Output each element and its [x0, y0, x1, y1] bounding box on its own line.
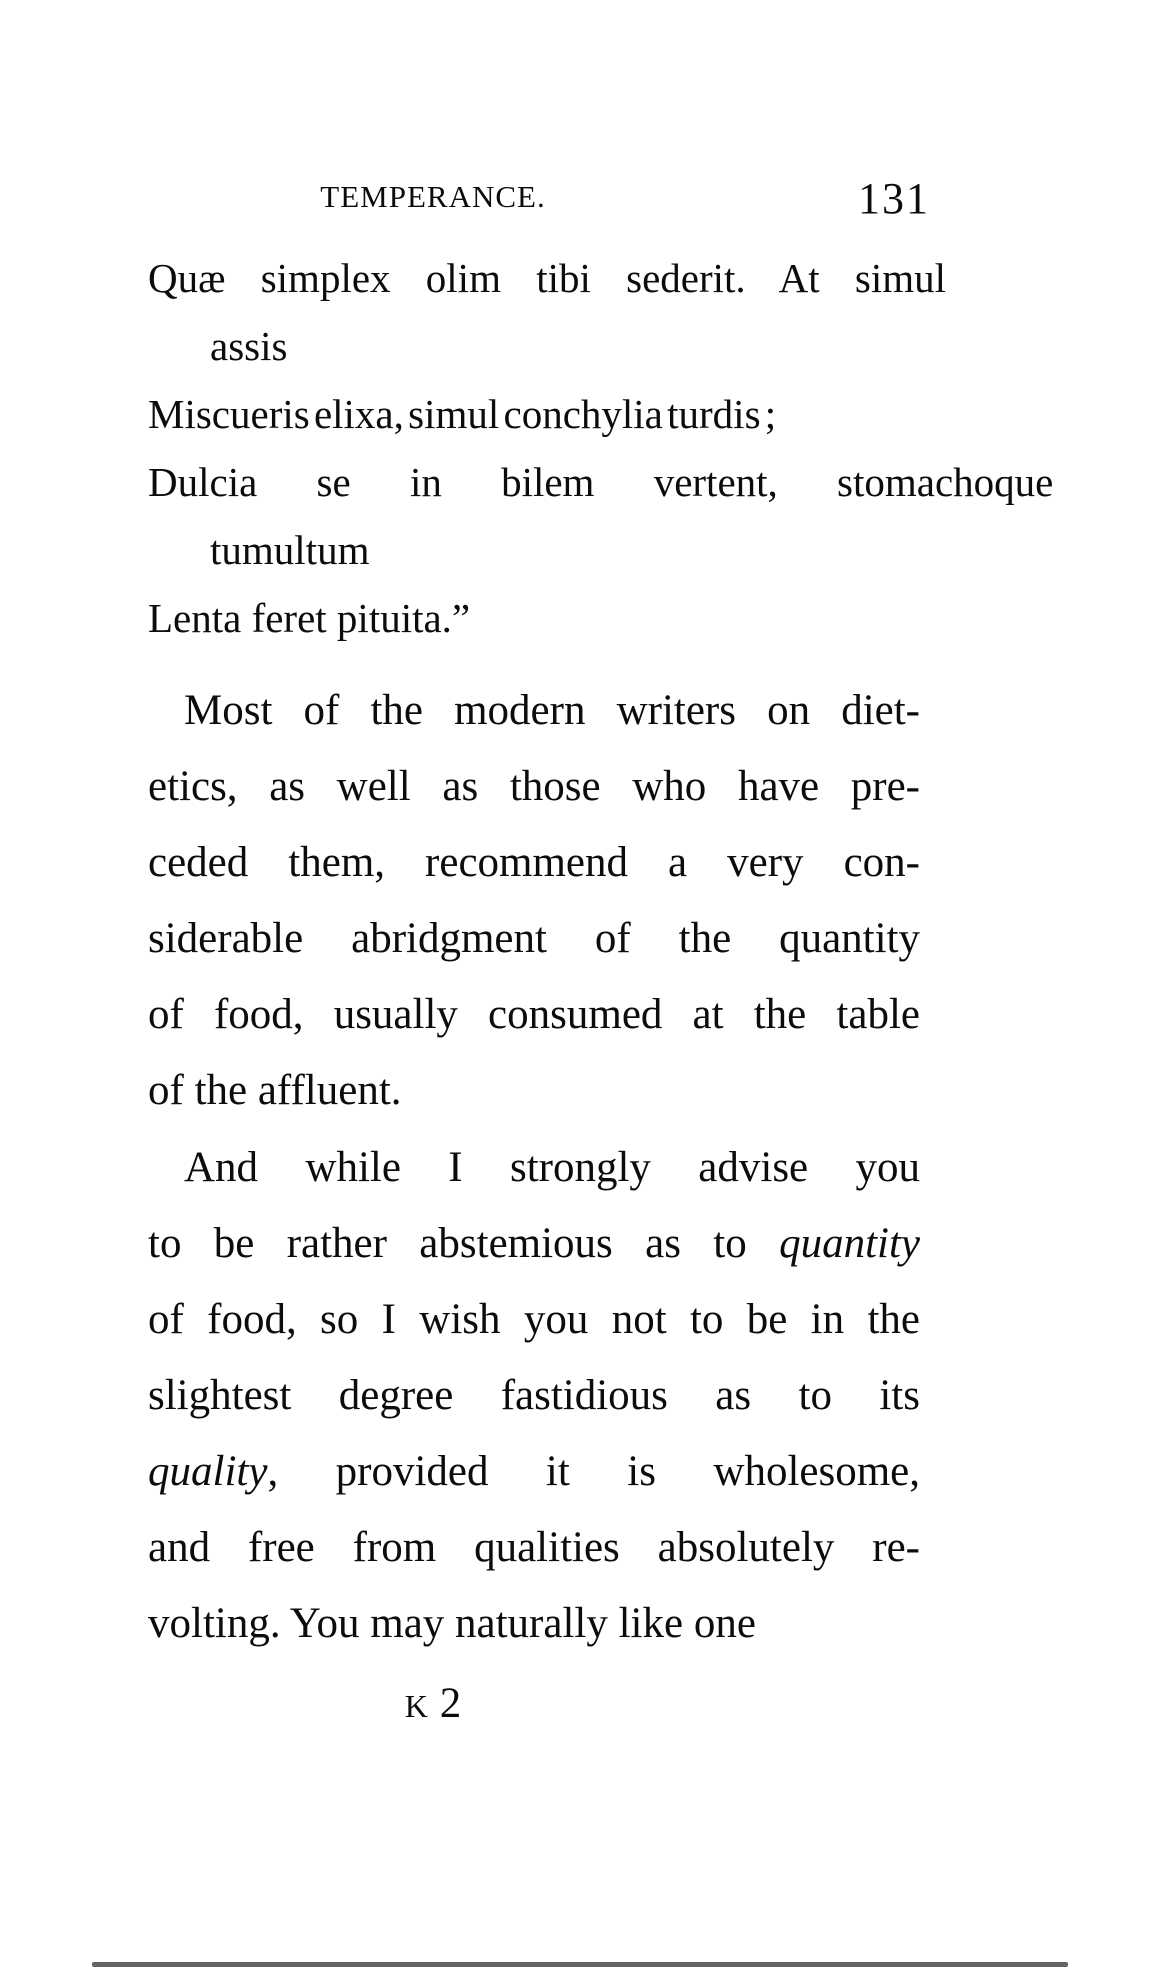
- text-segment: , provided it is wholesome,: [267, 1448, 920, 1495]
- signature-letter: K: [404, 1688, 430, 1724]
- italic-text: quantity: [779, 1220, 920, 1267]
- running-head-title: TEMPERANCE.: [320, 179, 546, 214]
- text-line: [148, 1282, 920, 1358]
- verse-quote: [148, 244, 1078, 652]
- text-segment: Dulcia se in bilem vertent, stomachoque: [148, 459, 1054, 505]
- text-segment: Lenta feret pituita.”: [148, 595, 471, 641]
- text-line: [148, 448, 1078, 516]
- text-line: [148, 312, 1078, 380]
- text-line: [148, 1206, 920, 1282]
- text-line: [148, 1434, 920, 1510]
- italic-text: quality: [148, 1448, 268, 1495]
- text-line: [148, 749, 920, 825]
- text-line: [148, 380, 1078, 448]
- text-line: [148, 1586, 920, 1662]
- text-segment: tumultum: [210, 527, 370, 573]
- text-line: [148, 1510, 920, 1586]
- text-segment: of food, usually consumed at the table: [148, 991, 920, 1038]
- text-segment: siderable abridgment of the quantity: [148, 915, 920, 962]
- text-line: [148, 977, 920, 1053]
- signature-mark: [148, 1678, 718, 1739]
- text-line: [148, 673, 920, 749]
- text-segment: and free from qualities absolutely re-: [148, 1524, 920, 1571]
- text-segment: volting. You may naturally like one: [148, 1600, 756, 1647]
- text-segment: to be rather abstemious as to: [148, 1220, 780, 1267]
- signature-number: 2: [439, 1680, 462, 1727]
- text-line: [148, 1053, 920, 1129]
- text-segment: Quæ simplex olim tibi sederit. At simul: [148, 255, 947, 301]
- text-segment: ceded them, recommend a very con-: [148, 839, 920, 886]
- text-line: [148, 901, 920, 977]
- text-segment: Most of the modern writers on diet-: [184, 687, 920, 734]
- page-number: 131: [858, 174, 930, 223]
- text-segment: etics, as well as those who have pre-: [148, 763, 920, 810]
- text-segment: And while I strongly advise you: [184, 1144, 920, 1191]
- text-segment: Miscueris elixa, simul conchylia turdis ;: [148, 391, 777, 437]
- text-line: [148, 1130, 920, 1206]
- text-segment: of the affluent.: [148, 1067, 402, 1114]
- text-segment: of food, so I wish you not to be in the: [148, 1296, 920, 1343]
- text-line: [148, 516, 1078, 584]
- text-line: [148, 584, 1078, 652]
- text-line: [148, 244, 1078, 312]
- running-head: [148, 180, 718, 214]
- paragraph-1: [148, 673, 920, 1129]
- text-segment: assis: [210, 323, 288, 369]
- text-segment: slightest degree fastidious as to its: [148, 1372, 920, 1419]
- scan-artifact-line: [92, 1962, 1068, 1967]
- text-line: [148, 825, 920, 901]
- paragraph-2: [148, 1130, 920, 1662]
- text-line: [148, 1358, 920, 1434]
